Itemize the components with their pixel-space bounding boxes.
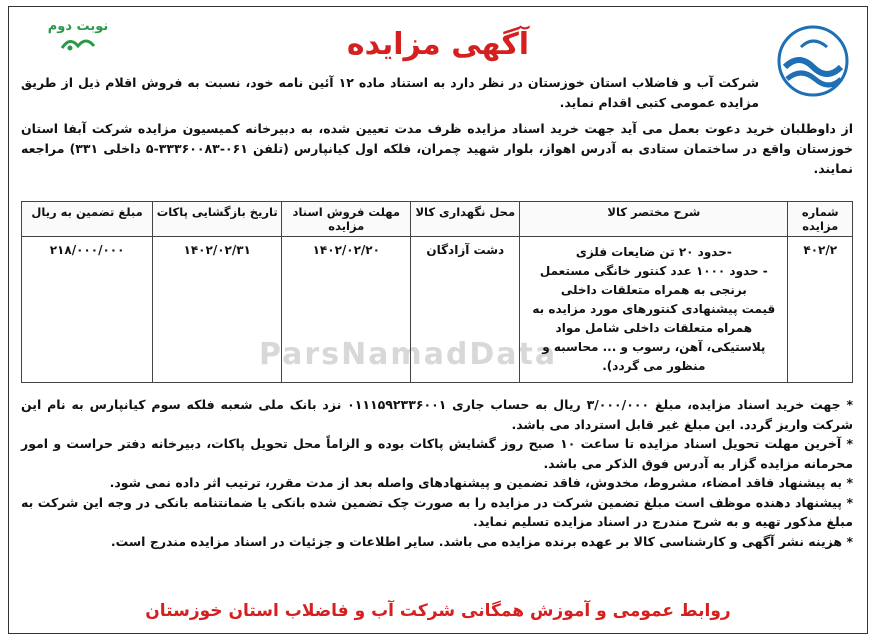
cell-sale-deadline: ۱۴۰۲/۰۲/۲۰ <box>282 237 411 383</box>
cell-deposit: ۲۱۸/۰۰۰/۰۰۰ <box>22 237 153 383</box>
cell-location: دشت آزادگان <box>411 237 520 383</box>
header-description: شرح مختصر کالا <box>520 202 788 237</box>
note-deadline: * آخرین مهلت تحویل اسناد مزایده تا ساعت ۱۰ صبح روز گشایش پاکات بوده و الزاماً محل تحویل پاکات، دبیرخانه دفتر حراست و امور محرمانه مزایده گزار به آدرس فوق الذکر می باشد. <box>21 436 853 471</box>
table-header-row <box>22 202 853 237</box>
cell-opening-date: ۱۴۰۲/۰۲/۳۱ <box>153 237 282 383</box>
header-deposit: مبلغ تضمین به ریال <box>22 202 153 237</box>
notes-section <box>21 395 853 551</box>
table-row <box>22 237 853 383</box>
desc-line-3: قیمت پیشنهادی کنتورهای مورد مزایده به همراه متعلقات داخلی شامل مواد پلاستیکی، آهن، رسوب و ... محاسبه و منظور می گردد). <box>532 302 776 373</box>
intro-paragraph: شرکت آب و فاضلاب استان خوزستان در نظر دارد به استناد ماده ۱۲ آئین نامه خود، نسبت به فروش اقلام ذیل از طریق مزایده عمومی کتبی اقدام نماید. <box>21 75 760 110</box>
notice-frame <box>8 6 868 634</box>
header-opening-date: تاریخ بازگشایی پاکات <box>153 202 282 237</box>
auction-items-table <box>21 201 853 383</box>
header-auction-number: شماره مزایده <box>788 202 853 237</box>
note-costs: * هزینه نشر آگهی و کارشناسی کالا بر عهده برنده مزایده می باشد. سایر اطلاعات و جزئیات در اسناد مزایده مندرج است. <box>110 533 853 549</box>
cell-description <box>520 237 788 383</box>
note-purchase: * جهت خرید اسناد مزایده، مبلغ ۳/۰۰۰/۰۰۰ ریال به حساب جاری ۰۱۱۱۵۹۲۳۳۶۰۰۱ نزد بانک ملی شعبه فلکه سوم کیانپارس به نام این شرکت واریز گردد. این مبلغ غیر قابل استرداد می باشد. <box>21 397 853 432</box>
header-sale-deadline: مهلت فروش اسناد مزایده <box>282 202 411 237</box>
note-invalid-bids: * به پیشنهاد فاقد امضاء، مشروط، مخدوش، فاقد تضمین و پیشنهادهای واصله بعد از مدت مقرر، ترتیب اثر داده نمی شود. <box>109 475 853 490</box>
invitation-paragraph: از داوطلبان خرید دعوت بعمل می آید جهت خرید اسناد مزایده ظرف مدت تعیین شده، به دبیرخانه کمیسیون مزایده شرکت آبفا استان خوزستان واقع در ساختمان ستادی به آدرس اهواز، بلوار شهید چمران، فلکه اول کیانپارس (تلفن ۰۶۱-۳۳۳۶۰۰۸۳-۵ داخلی ۳۳۱) مراجعه نمایند. <box>21 121 853 176</box>
cell-auction-number: ۴۰۲/۲ <box>788 237 853 383</box>
header-location: محل نگهداری کالا <box>411 202 520 237</box>
footer-signature: روابط عمومی و آموزش همگانی شرکت آب و فاضلاب استان خوزستان <box>145 601 731 621</box>
round-label: نوبت دوم <box>47 19 109 34</box>
notice-title: آگهی مزایده <box>346 27 530 62</box>
desc-line-1: -حدود ۲۰ تن ضایعات فلزی <box>575 245 732 259</box>
desc-line-2: - حدود ۱۰۰۰ عدد کنتور خانگی مستعمل برنجی به همراه متعلقات داخلی <box>539 264 768 297</box>
watermark: ParsNamadData <box>259 337 558 372</box>
note-guarantee: * پیشنهاد دهنده موظف است مبلغ تضمین شرکت در مزایده را به صورت چک تضمین شده بانکی یا ضمانتنامه بانکی در وجه این شرکت به مبلغ مذکور تهیه و به شرح مندرج در اسناد مزایده تسلیم نماید. <box>21 494 853 529</box>
